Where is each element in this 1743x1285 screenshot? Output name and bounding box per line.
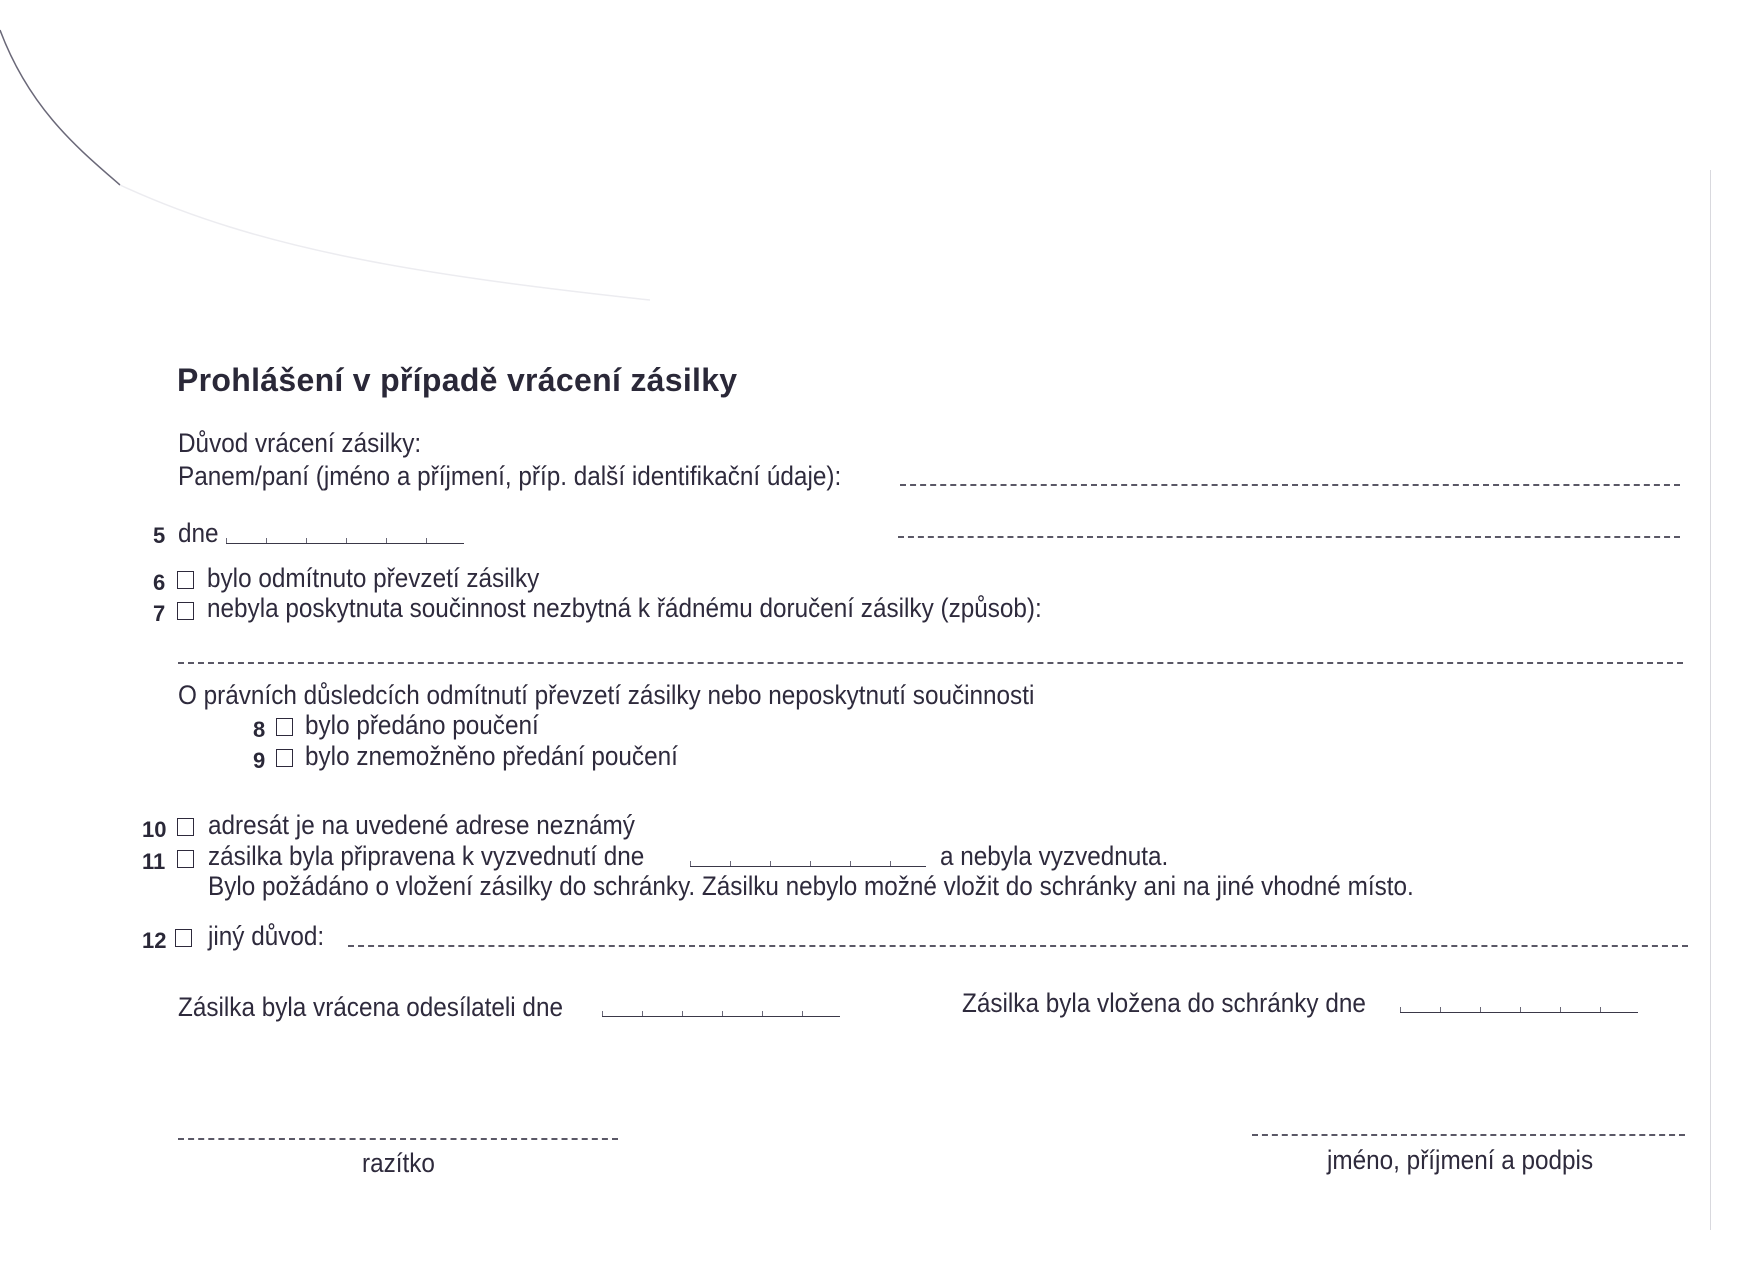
item-7-checkbox[interactable] [177, 602, 194, 620]
item-5-signature-field[interactable] [898, 536, 1680, 538]
item-12-number: 12 [142, 928, 167, 953]
item-11-checkbox[interactable] [177, 850, 194, 868]
item-6-number: 6 [153, 570, 166, 595]
item-10-number: 10 [142, 817, 167, 842]
form-title: Prohlášení v případě vrácení zásilky [177, 362, 738, 398]
item-11-suffix: a nebyla vyzvednuta. [940, 841, 1169, 871]
legal-consequences-note: O právních důsledcích odmítnutí převzetí zásilky nebo neposkytnutí součinnosti [178, 680, 1035, 710]
item-11-number: 11 [142, 849, 166, 874]
person-field[interactable] [900, 484, 1680, 486]
stamp-field[interactable] [178, 1138, 618, 1140]
mailbox-label: Zásilka byla vložena do schránky dne [962, 988, 1366, 1018]
item-8-checkbox[interactable] [276, 718, 293, 736]
item-11-label: zásilka byla připravena k vyzvednutí dne [208, 841, 645, 871]
item-7-method-field[interactable] [178, 662, 1683, 664]
returned-date-field[interactable] [602, 1016, 840, 1017]
person-label: Panem/paní (jméno a příjmení, příp. další identifikační údaje): [178, 461, 842, 491]
item-7-number: 7 [153, 601, 166, 626]
item-11-date-field[interactable] [690, 866, 926, 867]
item-5-number: 5 [153, 523, 166, 548]
returned-to-sender-label: Zásilka byla vrácena odesílateli dne [178, 992, 563, 1022]
item-6-checkbox[interactable] [177, 571, 194, 589]
signature-field[interactable] [1252, 1134, 1685, 1136]
item-6-label: bylo odmítnuto převzetí zásilky [207, 563, 540, 593]
item-5-date-field[interactable] [226, 543, 464, 544]
reason-heading: Důvod vrácení zásilky: [178, 428, 422, 458]
item-8-number: 8 [253, 717, 266, 742]
item-12-reason-field[interactable] [348, 945, 1688, 947]
signature-label: jméno, příjmení a podpis [1327, 1145, 1594, 1175]
mailbox-date-field[interactable] [1400, 1012, 1638, 1013]
item-8-label: bylo předáno poučení [305, 710, 539, 740]
item-12-checkbox[interactable] [175, 929, 192, 947]
stamp-label: razítko [362, 1148, 435, 1178]
item-7-label: nebyla poskytnuta součinnost nezbytná k řádnému doručení zásilky (způsob): [207, 593, 1042, 623]
item-9-label: bylo znemožněno předání poučení [305, 741, 678, 771]
item-12-label: jiný důvod: [208, 921, 325, 951]
scan-fold-curve [0, 0, 700, 320]
scan-edge [1710, 170, 1711, 1230]
item-5-label: dne [178, 518, 219, 548]
item-9-number: 9 [253, 748, 266, 773]
item-10-label: adresát je na uvedené adrese neznámý [208, 810, 635, 840]
item-11-note: Bylo požádáno o vložení zásilky do schránky. Zásilku nebylo možné vložit do schránky ani na jiné vhodné místo. [208, 871, 1414, 901]
item-10-checkbox[interactable] [177, 818, 194, 836]
item-9-checkbox[interactable] [276, 749, 293, 767]
